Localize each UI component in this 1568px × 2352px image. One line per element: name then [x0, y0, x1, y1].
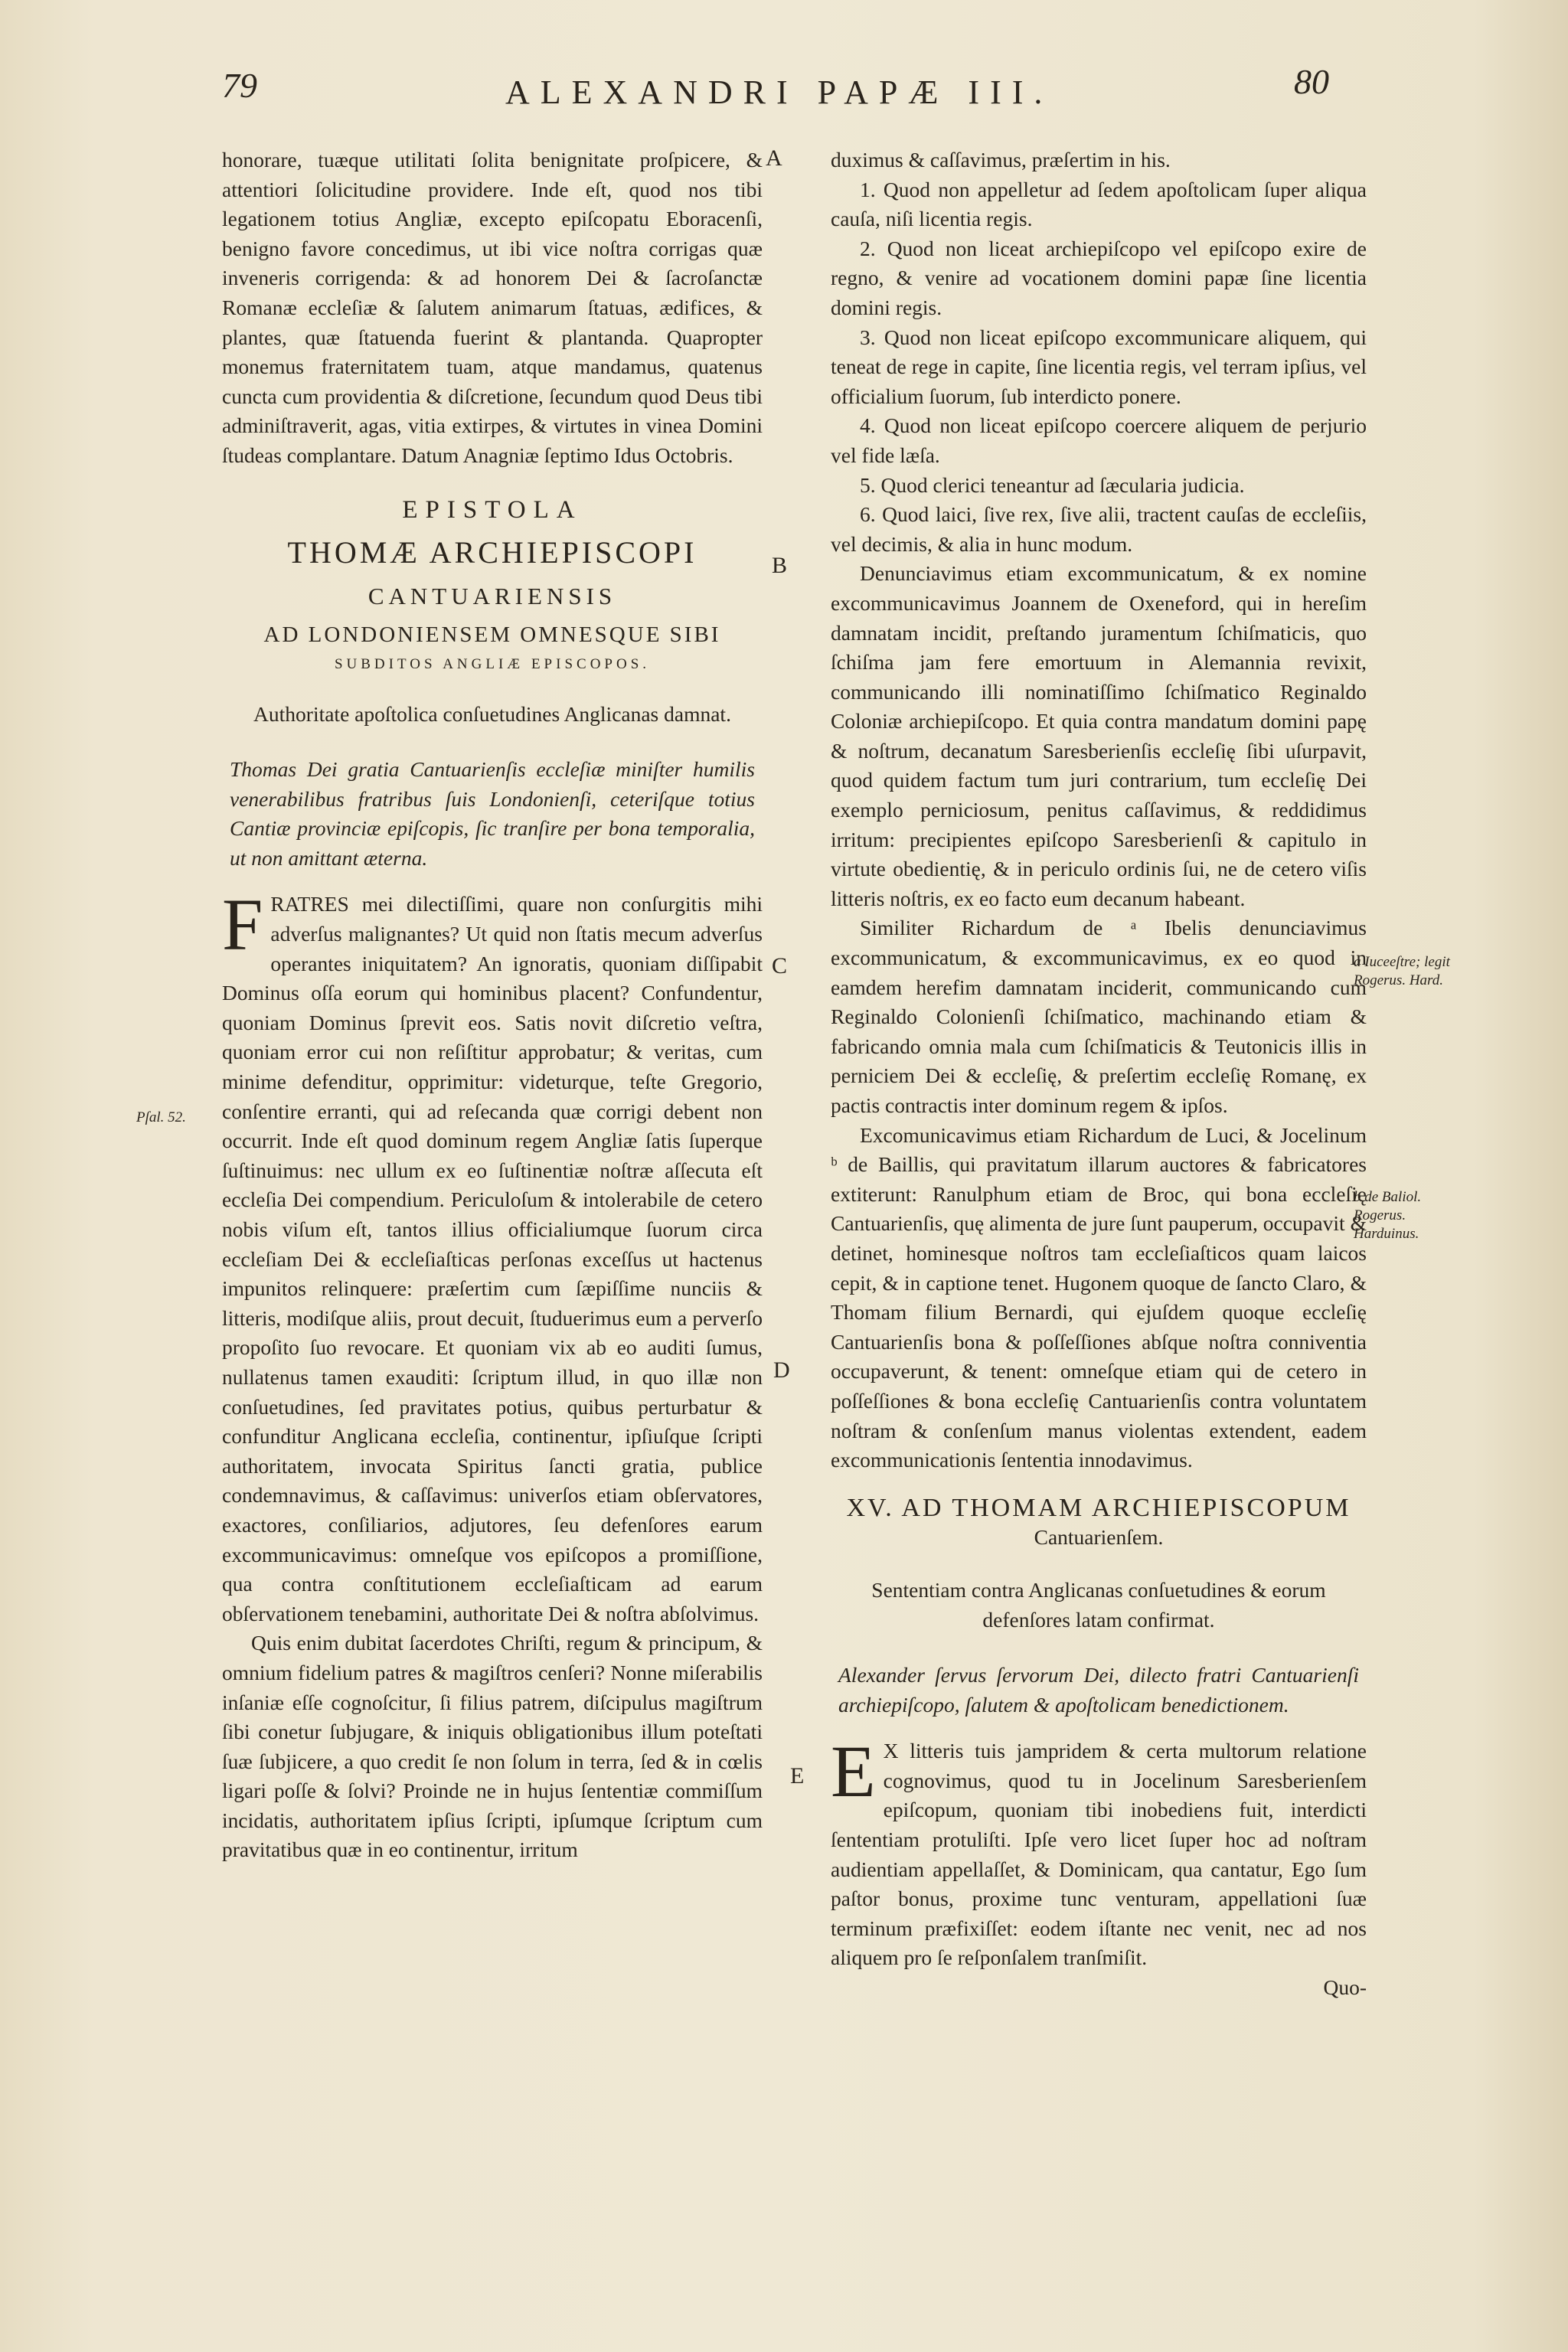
letter-summary: Sententiam contra Anglicanas conſuetudines & eorum defenſores latam confirmat.: [871, 1577, 1326, 1632]
section-letter-a: A: [766, 145, 782, 171]
epistola-title: EPISTOLA: [402, 495, 583, 524]
section-letter-d: D: [773, 1357, 790, 1383]
list-item: 5. Quod clerici teneantur ad ſæcularia judicia.: [860, 472, 1245, 497]
list-item: 6. Quod laici, ſive rex, ſive alii, tractent cauſas de eccleſiis, vel decimis, & alia in hunc modum.: [831, 502, 1367, 556]
section-letter-c: C: [772, 953, 788, 978]
author-title: THOMÆ ARCHIEPISCOPI: [287, 535, 697, 570]
left-paragraph-3: Quis enim dubitat ſacerdotes Chriſti, regum & principum, & omnium fidelium patres & magiſtros cenſeri? Nonne miſerabilis inſaniæ eſſe cognoſcitur, ſi filius patrem, diſcipulus magiſtrum ſibi conetur ſubjugare, & iniquis obligationibus illum poteſtati ſuæ ſubjicere, a quo credit ſe non ſolum in terra, ſed & in cœlis ligari poſſe & ſolvi? Proinde ne in hujus ſententiæ commiſſum incidatis, authoritatem ipſius ſcripti, ipſumque ſcriptum cum pravitatibus quæ in eo continentur, irritum: [222, 1631, 763, 1862]
right-paragraph-3: Similiter Richardum de ᵃ Ibelis denunciavimus excommunicatum, & excommunicavimus, ex eo quod in eamdem herefim damnatam inciderit, communicando cum Reginaldo Colonienſi ſchiſmatico, machinando etiam & fabricando omnia mala cum ſchiſmaticis & Teutonicis illis in perniciem Dei & eccleſię, & preſertim eccleſię Romanę, ex pactis contractis inter dominum regem & ipſos.: [831, 916, 1367, 1117]
see-title: CANTUARIENSIS: [368, 582, 617, 609]
list-item: 2. Quod non liceat archiepiſcopo vel epiſcopo exire de regno, & venire ad vocationem domini papæ ſine licentia domini regis.: [831, 236, 1367, 319]
section-title: XV. AD THOMAM ARCHIEPISCOPUM: [846, 1493, 1351, 1522]
catchword: Quo-: [1323, 1975, 1367, 2000]
right-paragraph-1: duximus & caſſavimus, præſertim in his.: [831, 148, 1171, 172]
section-subtitle: Cantuarienſem.: [1034, 1525, 1164, 1550]
addressee-subtitle: SUBDITOS ANGLIÆ EPISCOPOS.: [334, 655, 651, 672]
left-column: [222, 145, 763, 1865]
list-item: 1. Quod non appelletur ad ſedem apoſtolicam ſuper aliqua cauſa, niſi licentia regis.: [831, 177, 1367, 231]
right-page-number: 80: [1294, 62, 1329, 101]
left-page-number: 79: [222, 66, 257, 105]
list-item: 3. Quod non liceat epiſcopo excommunicare aliquem, qui teneat de rege in capite, ſine licentia regis, vel terram ipſius, vel officialium ſuorum, ſub interdicto ponere.: [831, 325, 1367, 408]
letter-address: Thomas Dei gratia Cantuarienſis eccleſiæ miniſter humilis venerabilibus fratribus ſuis Londonienſi, ceteriſque totius Cantiæ provinciæ epiſcopis, ſic tranſire per bona temporalia, ut non amittant æterna.: [230, 757, 755, 870]
right-paragraph-5: X litteris tuis jampridem & certa multorum relatione cognovimus, quod tu in Jocelinum Saresberienſem epiſcopum, quoniam tibi inobediens fuit, interdicti ſententiam protuliſti. Ipſe vero licet ſuper hoc ad noſtram audientiam appellaſſet, & Dominicam, qua cantatur, Ego ſum paſtor bonus, proxime tunc venturam, appellationi ſuæ terminum præfixiſſet: eodem iſtante nec venit, nec ad nos aliquem pro ſe reſponſalem tranſmiſit.: [831, 1739, 1367, 1970]
running-head: ALEXANDRI PAPÆ III.: [505, 74, 1054, 111]
addressee-title: AD LONDONIENSEM OMNESQUE SIBI: [263, 622, 721, 648]
list-item: 4. Quod non liceat epiſcopo coercere aliquem de perjurio vel fide læſa.: [831, 413, 1367, 467]
letter-address: Alexander ſervus ſervorum Dei, dilecto fratri Cantuarienſi archiepiſcopo, ſalutem & apoſtolicam benedictionem.: [838, 1663, 1359, 1717]
margin-note-psalm: Pſal. 52.: [136, 1109, 186, 1125]
right-paragraph-4: Excomunicavimus etiam Richardum de Luci, & Jocelinum ᵇ de Baillis, qui pravitatum illarum auctores & fabricatores extiterunt: Ranulphum etiam de Broc, qui bona eccleſię Cantuarienſis, quę alimenta de jure ſunt pauperum, occupavit & detinet, hominesque noſtros tam eccleſiaſticos quam laicos cepit, & in captione tenet. Hugonem quoque de ſancto Claro, & Thomam filium Bernardi, qui ejuſdem quoque eccleſię Cantuarienſis bona & poſſeſſiones abſque noſtra conniventia occupaverunt, & tenent: omneſque etiam qui de cetero in poſſeſſiones & bona eccleſię Cantuarienſis contra voluntatem noſtram & conſenſum manus violentas extendent, eadem excommunicationis ſententia innodavimus.: [831, 1122, 1367, 1472]
margin-note-a: a Iuceeſtre; legit Rogerus. Hard.: [1354, 954, 1450, 988]
section-letter-e: E: [790, 1763, 805, 1788]
left-paragraph-1: honorare, tuæque utilitati ſolita benignitate proſpicere, & attentiori ſolicitudine providere. Inde eſt, quod nos tibi legationem totius Angliæ, excepto epiſcopatu Eboracenſi, benigno favore concedimus, ut ibi vice noſtra corrigas quæ inveneris corrigenda: & ad honorem Dei & ſacroſanctæ Romanæ eccleſiæ & ſalutem animarum ſtatuas, ædifices, & plantes, quæ ſtatuenda fuerint & plantanda. Quapropter monemus fraternitatem tuam, atque mandamus, quatenus cuncta cum providentia & diſcretione, ſecundum quod Deus tibi adminiſtraverit, agas, vitia extirpes, & virtutes in vinea Domini ſtudeas complantare. Datum Anagniæ ſeptimo Idus Octobris.: [222, 148, 763, 467]
letter-summary: Authoritate apoſtolica conſuetudines Anglicanas damnat.: [253, 701, 731, 726]
right-paragraph-2: Denunciavimus etiam excommunicatum, & ex nomine excommunicavimus Joannem de Oxeneford, qui in hereſim damnatam incidit, preſtando juramentum ſchiſmaticis, quo ſchiſma jam fere emortuum in Alemannia revixit, communicando illi nominatiſſimo ſchiſmatico Reginaldo Coloniæ archiepiſcopo. Et quia contra mandatum domini papę & noſtrum, decanatum Saresberienſis eccleſię ſibi uſurpavit, quod quidem factum tum juri contrarium, tum eccleſię Dei exemplo perniciosum, penitus caſſavimus, & reddidimus irritum: precipientes epiſcopo Saresberienſi & capitulo in virtute obedientię, & in periculo ordinis ſui, ne de cetero viſis litteris noſtris, ex eo facto eum decanum habeant.: [831, 561, 1367, 910]
right-column: [831, 145, 1367, 2003]
margin-note-b: b de Baliol. Rogerus. Harduinus.: [1354, 1189, 1422, 1242]
drop-capital-f: F: [222, 884, 263, 966]
section-letter-b: B: [772, 553, 788, 578]
drop-capital-e: E: [831, 1730, 876, 1813]
left-paragraph-2: RATRES mei dilectiſſimi, quare non conſurgitis mihi adverſus malignantes? Ut quid non ſtatis mecum adverſus operantes iniquitatem? An ignoratis, quoniam diſſipabit Dominus oſſa eorum qui hominibus placent? Confundentur, quoniam Dominus ſprevit eos. Satis novit diſcretio veſtra, quoniam error cui non reſiſtitur approbatur; & veritas, cum minime defenditur, opprimitur: videturque, teſte Gregorio, conſentire erranti, qui ad reſecanda quæ corrigi debent non occurrit. Inde eſt quod dominum regem Angliæ ſatis ſuperque ſuſtinuimus: nec ullum ex eo ſuſtinentiæ noſtræ aſſecuta eſt eccleſia Dei compendium. Periculoſum & intolerabile de cetero nobis viſum eſt, tantos illius officialiumque ſuorum circa eccleſiam Dei & eccleſiaſticas perſonas exceſſus ut hactenus impunitos relinquere: præſertim cum ſæpiſſime nunciis & litteris, modiſque aliis, prout decuit, ſtuduerimus eum a perverſo propoſito ſuo revocare. Et quoniam vix ab eo auditi ſumus, nullatenus tamen exauditi: ſcriptum illud, in quo illæ non conſuetudines, ſed pravitates potius, quibus perturbatur & confunditur Anglicana eccleſia, continentur, ipſiuſque ſcripti authoritatem, invocata Spiritus ſancti gratia, publice condemnavimus, & caſſavimus: univerſos etiam obſervatores, exactores, conſiliarios, adjutores, ſeu defenſores earum excommunicavimus: omneſque vos epiſcopos a promiſſione, qua contra conſtitutionem eccleſiaſticam ad earum obſervationem tenebamini, authoritate Dei & noſtra abſolvimus.: [222, 892, 763, 1625]
